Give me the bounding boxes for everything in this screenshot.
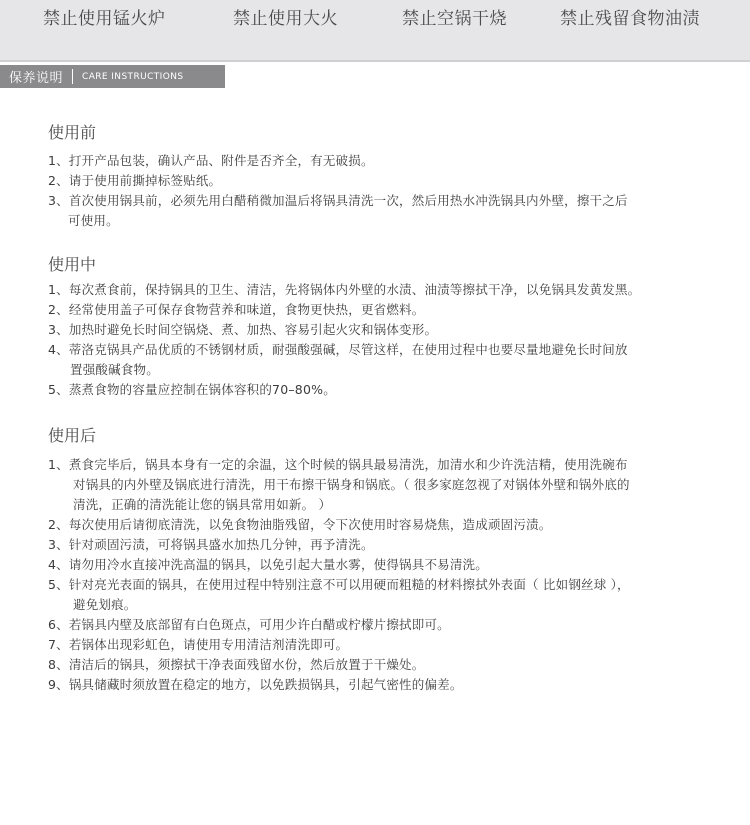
care-instructions-header: [0, 65, 225, 88]
instruction-line: 1、煮食完毕后，锅具本身有一定的余温，这个时候的锅具最易清洗，加清水和少许洗洁精，使用洗碗布: [48, 457, 628, 472]
instruction-line: 4、请勿用冷水直接冲洗高温的锅具，以免引起大量水雾，使得锅具不易清洗。: [48, 557, 488, 572]
warning-label: 禁止残留食物油渍: [560, 9, 700, 29]
instruction-line: 1、打开产品包装，确认产品、附件是否齐全，有无破损。: [48, 153, 374, 168]
instruction-line: 6、若锅具内壁及底部留有白色斑点，可用少许白醋或柠檬片擦拭即可。: [48, 617, 450, 632]
warning-label: 禁止使用锰火炉: [43, 9, 166, 29]
warning-label: 禁止空锅干烧: [402, 9, 507, 29]
instruction-line: 对锅具的内外壁及锅底进行清洗，用干布擦干锅身和锅底。（ 很多家庭忽视了对锅体外壁和锅外底的: [73, 477, 630, 492]
section-title-after-use: 使用后: [48, 426, 97, 445]
care-label-en: CARE INSTRUCTIONS: [82, 71, 184, 82]
instruction-line: 避免划痕。: [73, 597, 137, 612]
instruction-line: 1、每次煮食前，保持锅具的卫生、清洁，先将锅体内外壁的水渍、油渍等擦拭干净，以免锅具发黄发黑。: [48, 282, 641, 297]
instruction-line: 5、蒸煮食物的容量应控制在锅体容积的70–80%。: [48, 382, 336, 397]
care-label-cn: 保养说明: [9, 71, 64, 86]
instruction-line: 2、请于使用前撕掉标签贴纸。: [48, 173, 222, 188]
section-title-before-use: 使用前: [48, 123, 97, 142]
instruction-line: 8、清洁后的锅具，须擦拭干净表面残留水份，然后放置于干燥处。: [48, 657, 425, 672]
instruction-line: 4、蒂洛克锅具产品优质的不锈钢材质，耐强酸强碱，尽管这样，在使用过程中也要尽量地避免长时间放: [48, 342, 628, 357]
instruction-line: 3、针对顽固污渍，可将锅具盛水加热几分钟，再予清洗。: [48, 537, 374, 552]
separator: [72, 69, 73, 84]
instruction-line: 3、首次使用锅具前，必须先用白醋稍微加温后将锅具清洗一次，然后用热水冲洗锅具内外壁，擦干之后: [48, 193, 628, 208]
divider: [0, 60, 750, 62]
warning-label: 禁止使用大火: [233, 9, 338, 29]
instruction-line: 3、加热时避免长时间空锅烧、煮、加热、容易引起火灾和锅体变形。: [48, 322, 438, 337]
instruction-line: 7、若锅体出现彩虹色，请使用专用清洁剂清洗即可。: [48, 637, 349, 652]
instruction-line: 2、经常使用盖子可保存食物营养和味道，食物更快热，更省燃料。: [48, 302, 425, 317]
instruction-line: 置强酸碱食物。: [70, 362, 159, 377]
instruction-line: 9、锅具储藏时须放置在稳定的地方，以免跌损锅具，引起气密性的偏差。: [48, 677, 463, 692]
section-title-during-use: 使用中: [48, 255, 97, 274]
instruction-line: 2、每次使用后请彻底清洗，以免食物油脂残留，令下次使用时容易烧焦，造成顽固污渍。: [48, 517, 552, 532]
instruction-line: 5、针对亮光表面的锅具，在使用过程中特别注意不可以用硬而粗糙的材料擦拭外表面（ 比如钢丝球 ），: [48, 577, 630, 592]
warning-band: [0, 0, 750, 60]
instruction-line: 清洗，正确的清洗能让您的锅具常用如新。 ）: [73, 497, 332, 512]
instruction-line: 可使用。: [68, 213, 119, 228]
